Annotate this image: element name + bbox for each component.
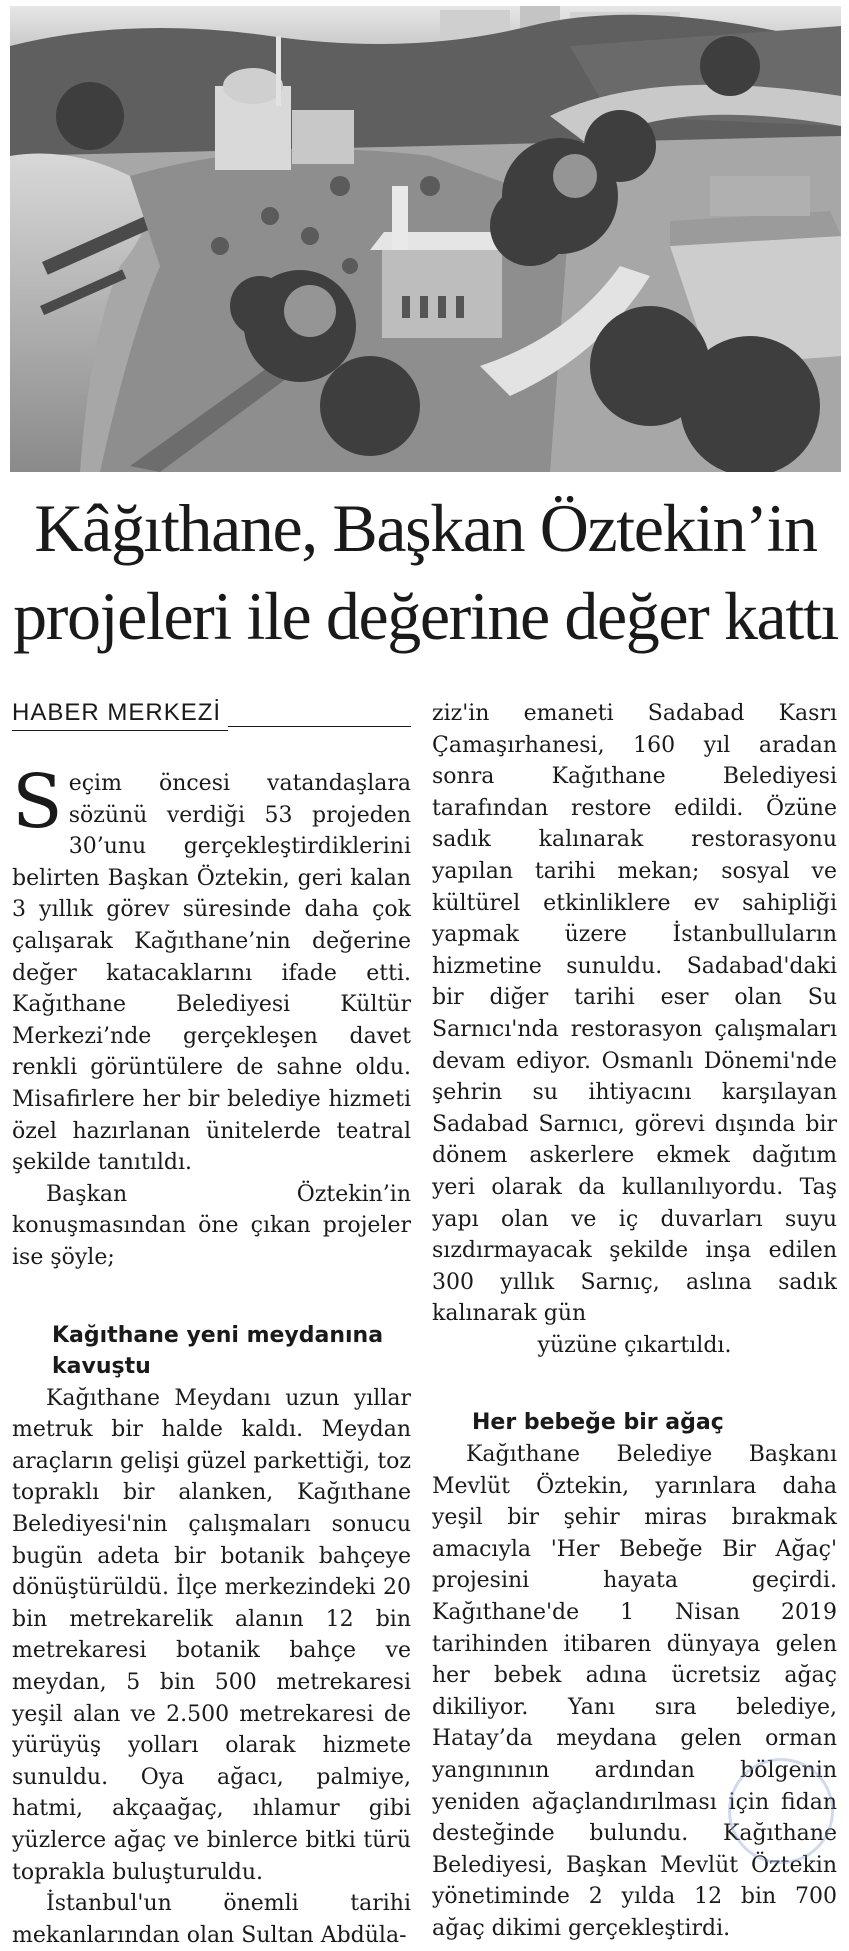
section-meydan-paragraph: Kağıthane Meydanı uzun yıllar metruk bir halde kaldı. Meydan araçların gelişi güzel parkettiği, toz topraklı bir alanken, Kağıthane Belediyesi'nin çalışmaları sonucu bugün adeta bir botanik bahçeye dönüştürüldü. İlçe merkezindeki 20 bin metrekarelik alanın 12 bin metrekaresi botanik bahçe ve meydan, 5 bin 500 metrekaresi yeşil alan ve 2.500 metrekaresi de yürüyüş yolları olarak hizmete sunuldu. Oya ağacı, palmiye, hatmi, akçaağaç, ıhlamur gibi yüzlerce ağaç ve binlerce bitki türü toprakla buluşturuldu. (12, 1385, 411, 1885)
section-heading-bebek: Her bebeğe bir ağaç (472, 1410, 724, 1436)
section-heading-meydan: Kağıthane yeni meydanına kavuştu (52, 1322, 384, 1380)
drop-cap: S (12, 759, 63, 845)
divider-line (228, 726, 411, 727)
right-column (432, 698, 837, 1945)
headline (10, 484, 841, 660)
spacer (12, 1274, 411, 1320)
aerial-park-illustration (10, 6, 841, 472)
headline-line-1: Kâğıthane, Başkan Öztekin’in (34, 490, 817, 566)
intro-paragraph (12, 759, 411, 1179)
left-column (12, 759, 411, 1951)
intro-paragraph-2: Başkan Öztekin’in konuşmasından öne çıkan projeler ise şöyle; (12, 1181, 411, 1270)
continued-paragraph-end: yüzüne çıkartıldı. (537, 1332, 732, 1358)
news-photo (10, 6, 841, 472)
byline: HABER MERKEZİ (12, 700, 228, 731)
intro-text: eçim öncesi vatandaşlara sözünü verdiği 53 projeden 30’unu gerçekleştirdiklerini belirten Başkan Öztekin, geri kalan 3 yıllık görev süresinde daha çok çalışarak Kağıthane’nin değerine değer katacaklarını ifade etti. Kağıthane Belediyesi Kültür Merkezi’nde gerçekleşen davet renkli görüntülere de sahne oldu. Misafirlere her bir belediye hizmeti özel hazırlanan ünitelerde teatral şekilde tanıtıldı. (12, 771, 411, 1176)
headline-line-2: projeleri ile değerine değer kattı (13, 578, 838, 654)
section-meydan-paragraph-2: İstanbul'un önemli tarihi mekanlarından olan Sultan Abdüla- (12, 1891, 411, 1948)
spacer (432, 1361, 837, 1407)
section-bebek-paragraph: Kağıthane Belediye Başkanı Mevlüt Öztekin, yarınlara daha yeşil bir şehir miras bırakmak amacıyla 'Her Bebeğe Bir Ağaç' projesini hayata geçirdi. Kağıthane'de 1 Nisan 2019 tarihinden itibaren dünyaya gelen her bebek adına ücretsiz ağaç dikiliyor. Yanı sıra belediye, Hatay’da meydana gelen orman yangınının ardından bölgenin yeniden ağaçlandırılması için fidan desteğinde bulundu. Kağıthane Belediyesi, Başkan Mevlüt Öztekin yönetiminde 2 yılda 12 bin 700 ağaç dikimi gerçekleştirdi. (432, 1442, 837, 1941)
continued-paragraph: ziz'in emaneti Sadabad Kasrı Çamaşırhanesi, 160 yıl aradan sonra Kağıthane Belediyesi tarafından restore edildi. Özüne sadık kalınarak restorasyonu yapılan tarihi mekan; sosyal ve kültürel etkinliklere ev sahipliği yapmak üzere İstanbulluların hizmetine sunuldu. Sadabad'daki bir diğer tarihi eser olan Su Sarnıcı'nda restorasyon çalışmaları devam ediyor. Osmanlı Dönemi'nde şehrin su ihtiyacını karşılayan Sadabad Sarnıcı, görevi dışında bir dönem askerlere ekmek dağıtım yeri olarak da kullanılıyordu. Taş yapı olan ve iç duvarları suyu sızdırmayacak şekilde inşa edilen 300 yıllık Sarnıç, aslına sadık kalınarak gün (432, 701, 837, 1327)
